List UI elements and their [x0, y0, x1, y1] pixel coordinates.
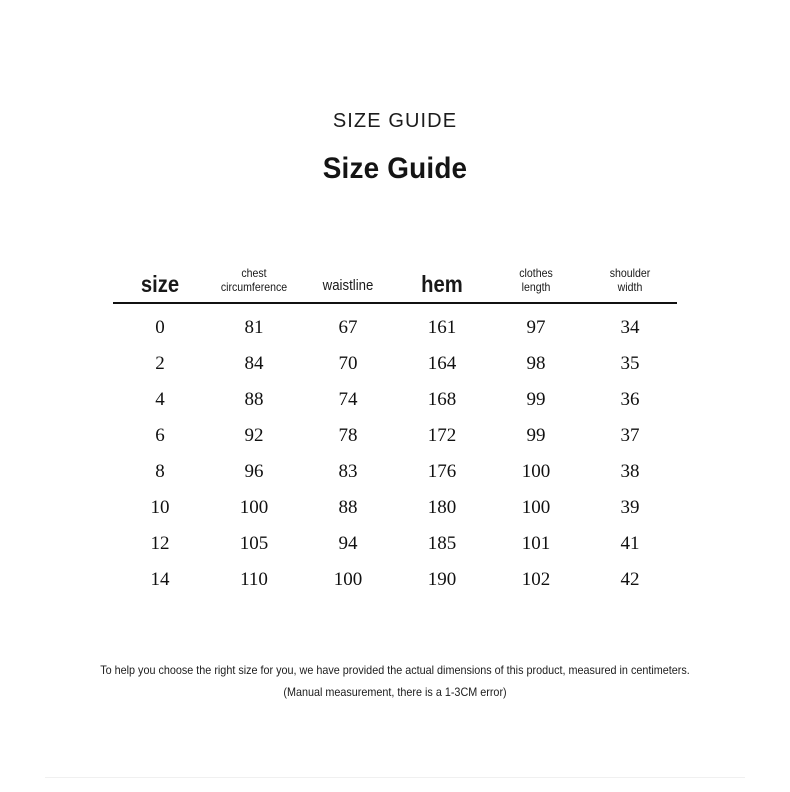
cell-hem: 185 — [427, 533, 457, 554]
cell-size: 14 — [150, 569, 170, 590]
cell-shoulder-width: 35 — [620, 353, 640, 374]
footnote-line: To help you choose the right size for you, we have provided the actual dimensions of this product, measured in centimeters. — [100, 663, 690, 677]
cell-clothes-length: 98 — [526, 353, 546, 374]
cell-hem: 176 — [427, 461, 457, 482]
cell-clothes-length: 100 — [521, 497, 551, 518]
cell-chest-circumference: 81 — [244, 317, 264, 338]
cell-hem: 172 — [427, 425, 457, 446]
column-header-line: waistline — [322, 277, 374, 295]
table-row — [113, 346, 677, 382]
table-body — [113, 304, 677, 598]
cell-waistline: 83 — [338, 461, 358, 482]
table-row — [113, 454, 677, 490]
footnote-block — [0, 659, 790, 703]
table-header-row — [113, 252, 677, 298]
cell-shoulder-width: 34 — [620, 317, 640, 338]
column-header-5 — [589, 267, 672, 298]
page-title: Size Guide — [322, 152, 468, 185]
cell-hem: 164 — [427, 353, 457, 374]
column-header-line: size — [140, 271, 180, 298]
cell-waistline: 74 — [338, 389, 358, 410]
cell-waistline: 88 — [338, 497, 358, 518]
table-row — [113, 490, 677, 526]
cell-chest-circumference: 92 — [244, 425, 264, 446]
cell-clothes-length: 97 — [526, 317, 546, 338]
column-header-line: hem — [421, 271, 463, 298]
cell-waistline: 67 — [338, 317, 358, 338]
cell-shoulder-width: 37 — [620, 425, 640, 446]
cell-chest-circumference: 110 — [240, 569, 268, 590]
page-eyebrow-title: SIZE GUIDE — [332, 110, 458, 132]
cell-chest-circumference: 96 — [244, 461, 264, 482]
cell-size: 8 — [155, 461, 165, 482]
cell-shoulder-width: 38 — [620, 461, 640, 482]
cell-size: 4 — [155, 389, 165, 410]
cell-size: 2 — [155, 353, 165, 374]
table-row — [113, 418, 677, 454]
cell-size: 10 — [150, 497, 170, 518]
column-header-line: circumference — [220, 279, 288, 294]
cell-size: 12 — [150, 533, 170, 554]
cell-shoulder-width: 39 — [620, 497, 640, 518]
cell-chest-circumference: 84 — [244, 353, 264, 374]
cell-hem: 190 — [427, 569, 457, 590]
cell-size: 6 — [155, 425, 165, 446]
cell-size: 0 — [155, 317, 165, 338]
column-header-line: chest — [241, 266, 267, 281]
cell-hem: 168 — [427, 389, 457, 410]
cell-waistline: 78 — [338, 425, 358, 446]
table-row — [113, 382, 677, 418]
cell-clothes-length: 100 — [521, 461, 551, 482]
column-header-line: clothes — [519, 266, 553, 281]
column-header-line: length — [521, 279, 551, 294]
cell-shoulder-width: 36 — [620, 389, 640, 410]
column-header-line: width — [617, 279, 643, 294]
table-row — [113, 562, 677, 598]
cell-chest-circumference: 100 — [239, 497, 269, 518]
cell-chest-circumference: 88 — [244, 389, 264, 410]
column-header-1 — [213, 267, 296, 298]
cell-clothes-length: 101 — [521, 533, 551, 554]
cell-shoulder-width: 42 — [620, 569, 640, 590]
cell-clothes-length: 99 — [526, 389, 546, 410]
cell-hem: 161 — [427, 317, 457, 338]
cell-clothes-length: 102 — [521, 569, 551, 590]
table-row — [113, 310, 677, 346]
cell-shoulder-width: 41 — [620, 533, 640, 554]
column-header-0 — [119, 272, 202, 298]
cell-chest-circumference: 105 — [239, 533, 269, 554]
footnote-line: (Manual measurement, there is a 1-3CM error) — [283, 685, 507, 699]
cell-waistline: 70 — [338, 353, 358, 374]
column-header-3 — [401, 272, 484, 298]
size-guide-table — [113, 252, 677, 598]
bottom-divider — [45, 777, 745, 778]
cell-hem: 180 — [427, 497, 457, 518]
cell-waistline: 100 — [333, 569, 363, 590]
table-row — [113, 526, 677, 562]
cell-clothes-length: 99 — [526, 425, 546, 446]
column-header-line: shoulder — [609, 266, 651, 281]
cell-waistline: 94 — [338, 533, 358, 554]
column-header-2 — [307, 278, 390, 298]
column-header-4 — [495, 267, 578, 298]
